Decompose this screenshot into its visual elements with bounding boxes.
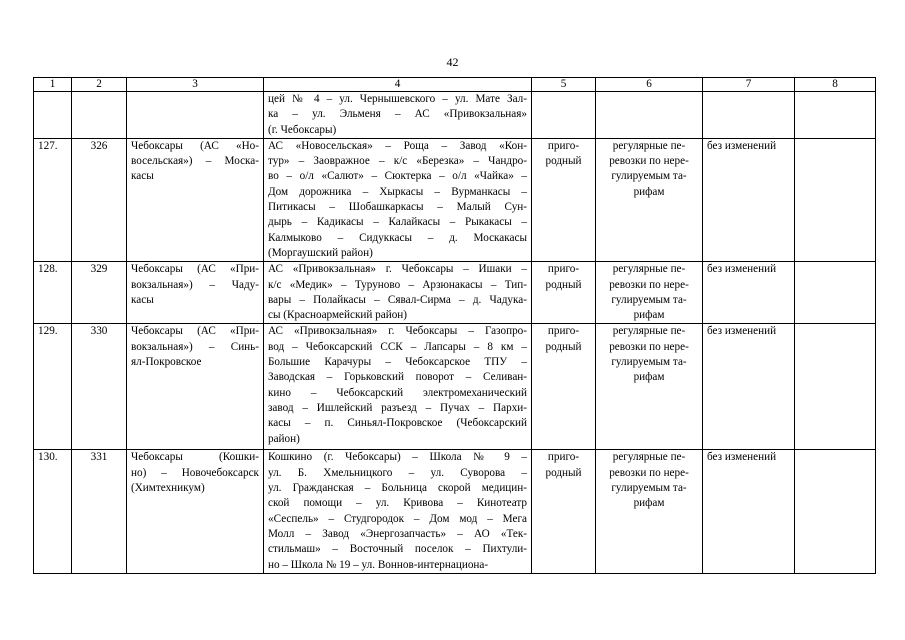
cell-line: вод – Чебоксарский ССК – Лапсары – 8 км – <box>268 340 527 353</box>
page-number: 42 <box>446 55 459 69</box>
cell-line: дырь – Кадикасы – Калайкасы – Рыкакасы – <box>268 216 527 229</box>
cell-line: восельская») – Моска- <box>131 155 259 168</box>
cell-line: регулярные пе- <box>612 451 686 464</box>
cell-line: гулируемым та- <box>611 170 687 183</box>
transport-type <box>596 92 703 139</box>
route-kind <box>532 262 596 324</box>
cell-line: стильмаш» – Восточный поселок – Пихтули- <box>268 543 527 556</box>
cell-line: гулируемым та- <box>611 356 687 369</box>
cell-line: касы <box>131 293 154 306</box>
column-header: 8 <box>795 78 876 92</box>
cell-line: рифам <box>633 371 665 384</box>
cell-line: (Химтехникум) <box>131 482 205 495</box>
route-kind <box>532 324 596 450</box>
column-header: 3 <box>127 78 264 92</box>
table-row <box>34 450 876 573</box>
cell-line: Большие Карачуры – Чебоксарское ТПУ – <box>268 356 527 369</box>
route-number <box>72 92 127 139</box>
cell-line: родный <box>545 155 582 168</box>
cell-line: регулярные пе- <box>612 263 686 276</box>
cell-line: Заводская – Горьковский поворот – Селиван- <box>268 371 527 384</box>
cell-line: ка – ул. Эльменя – АС «Привокзальная» <box>268 108 527 121</box>
cell-line: ул. Гражданская – Больница скорой медицин- <box>268 482 527 495</box>
cell-line: но – Школа № 19 – ул. Воннов-интернациона- <box>268 558 489 571</box>
cell-line: цей № 4 – ул. Чернышевского – ул. Мате Зал- <box>268 93 527 105</box>
column-8-value <box>795 450 876 573</box>
cell-line: «Сеспель» – Студгородок – Дом мод – Мега <box>268 512 527 525</box>
cell-line: завод – Ишлейский разъезд – Пучах – Пархи- <box>268 401 527 414</box>
transport-type <box>596 138 703 261</box>
cell-line: АС «Привокзальная» г. Чебоксары – Ишаки – <box>268 263 527 276</box>
cell-line: ял-Покровское <box>131 356 202 369</box>
cell-line: Калмыково – Сидуккасы – д. Москакасы <box>268 231 527 244</box>
column-8-value <box>795 138 876 261</box>
column-header: 4 <box>264 78 532 92</box>
table-row <box>34 262 876 324</box>
route-path <box>264 262 532 324</box>
table-row <box>34 324 876 450</box>
column-8-value <box>795 262 876 324</box>
cell-line: АС «Привокзальная» г. Чебоксары – Газопро- <box>268 325 527 338</box>
route-path <box>264 324 532 450</box>
cell-line: Чебоксары (Кошки- <box>131 451 259 464</box>
route-path <box>264 138 532 261</box>
cell-line: вокзальная») – Чаду- <box>131 278 259 291</box>
cell-line: тур» – Заовражное – к/с «Березка» – Чандро- <box>268 155 527 168</box>
column-header: 1 <box>34 78 72 92</box>
route-number: 330 <box>72 324 127 450</box>
route-kind <box>532 138 596 261</box>
cell-line: ской помощи – ул. Кривова – Кинотеатр <box>268 497 527 510</box>
cell-line: приго- <box>547 325 580 338</box>
route-kind <box>532 92 596 139</box>
cell-line: во – о/л «Салют» – Сюктерка – о/л «Чайка» – <box>268 170 527 183</box>
cell-line: ревозки по нере- <box>609 340 689 353</box>
cell-line: кино – Чебоксарский электромеханический <box>268 386 527 399</box>
row-number <box>34 92 72 139</box>
change-status: без изменений <box>703 262 795 324</box>
route-name <box>127 450 264 573</box>
cell-line: рифам <box>633 497 665 510</box>
cell-line: родный <box>545 278 582 291</box>
transport-type <box>596 450 703 573</box>
cell-line: но) – Новочебоксарск <box>131 466 259 479</box>
cell-line: АС «Новосельская» – Роща – Завод «Кон- <box>268 139 527 152</box>
column-header: 7 <box>703 78 795 92</box>
cell-line: гулируемым та- <box>611 293 687 306</box>
cell-line: касы – п. Синьял-Покровское (Чебоксарский <box>268 417 527 430</box>
column-header-row <box>34 78 876 92</box>
row-number: 130. <box>34 450 72 573</box>
route-path <box>264 92 532 139</box>
column-header: 6 <box>596 78 703 92</box>
cell-line: вокзальная») – Синь- <box>131 340 259 353</box>
cell-line: к/с «Медик» – Туруново – Арзюнакасы – Тип- <box>268 278 527 291</box>
cell-line: ул. Б. Хмельницкого – ул. Суворова – <box>268 466 527 479</box>
cell-line: регулярные пе- <box>612 325 686 338</box>
route-name <box>127 92 264 139</box>
cell-line: Чебоксары (АС «При- <box>131 325 259 338</box>
cell-line: родный <box>545 466 582 479</box>
cell-line: Дом дорожника – Хыркасы – Вурманкасы – <box>268 185 527 198</box>
table-row <box>34 138 876 261</box>
transport-type <box>596 262 703 324</box>
column-header: 5 <box>532 78 596 92</box>
cell-line: район) <box>268 432 300 445</box>
change-status: без изменений <box>703 138 795 261</box>
cell-line: рифам <box>633 185 665 198</box>
cell-line: приго- <box>547 263 580 276</box>
cell-line: (г. Чебоксары) <box>268 123 337 136</box>
change-status <box>703 92 795 139</box>
cell-line: ревозки по нере- <box>609 278 689 291</box>
cell-line: ревозки по нере- <box>609 155 689 168</box>
row-number: 129. <box>34 324 72 450</box>
change-status: без изменений <box>703 324 795 450</box>
route-number: 329 <box>72 262 127 324</box>
cell-line: рифам <box>633 309 665 322</box>
route-path <box>264 450 532 573</box>
transport-type <box>596 324 703 450</box>
cell-line: Кошкино (г. Чебоксары) – Школа № 9 – <box>268 451 527 464</box>
cell-line: приго- <box>547 139 580 152</box>
cell-line: приго- <box>547 451 580 464</box>
cell-line: вары – Полайкасы – Сявал-Сирма – д. Чадука- <box>268 293 527 306</box>
route-number: 326 <box>72 138 127 261</box>
route-name <box>127 324 264 450</box>
routes-table <box>33 77 876 574</box>
row-number: 127. <box>34 138 72 261</box>
cell-line: родный <box>545 340 582 353</box>
column-header: 2 <box>72 78 127 92</box>
cell-line: Питикасы – Шобашкаркасы – Малый Сун- <box>268 201 527 214</box>
route-name <box>127 138 264 261</box>
cell-line: регулярные пе- <box>612 139 686 152</box>
cell-line: гулируемым та- <box>611 482 687 495</box>
cell-line: Чебоксары (АС «Но- <box>131 139 259 152</box>
change-status: без изменений <box>703 450 795 573</box>
cell-line: сы (Красноармейский район) <box>268 309 408 322</box>
route-name <box>127 262 264 324</box>
column-8-value <box>795 92 876 139</box>
route-number: 331 <box>72 450 127 573</box>
table-row <box>34 92 876 139</box>
cell-line: ревозки по нере- <box>609 466 689 479</box>
cell-line: (Моргаушский район) <box>268 246 373 259</box>
cell-line: касы <box>131 170 154 183</box>
route-kind <box>532 450 596 573</box>
column-8-value <box>795 324 876 450</box>
cell-line: Чебоксары (АС «При- <box>131 263 259 276</box>
row-number: 128. <box>34 262 72 324</box>
cell-line: Молл – Завод «Энергозапчасть» – АО «Тек- <box>268 527 527 540</box>
